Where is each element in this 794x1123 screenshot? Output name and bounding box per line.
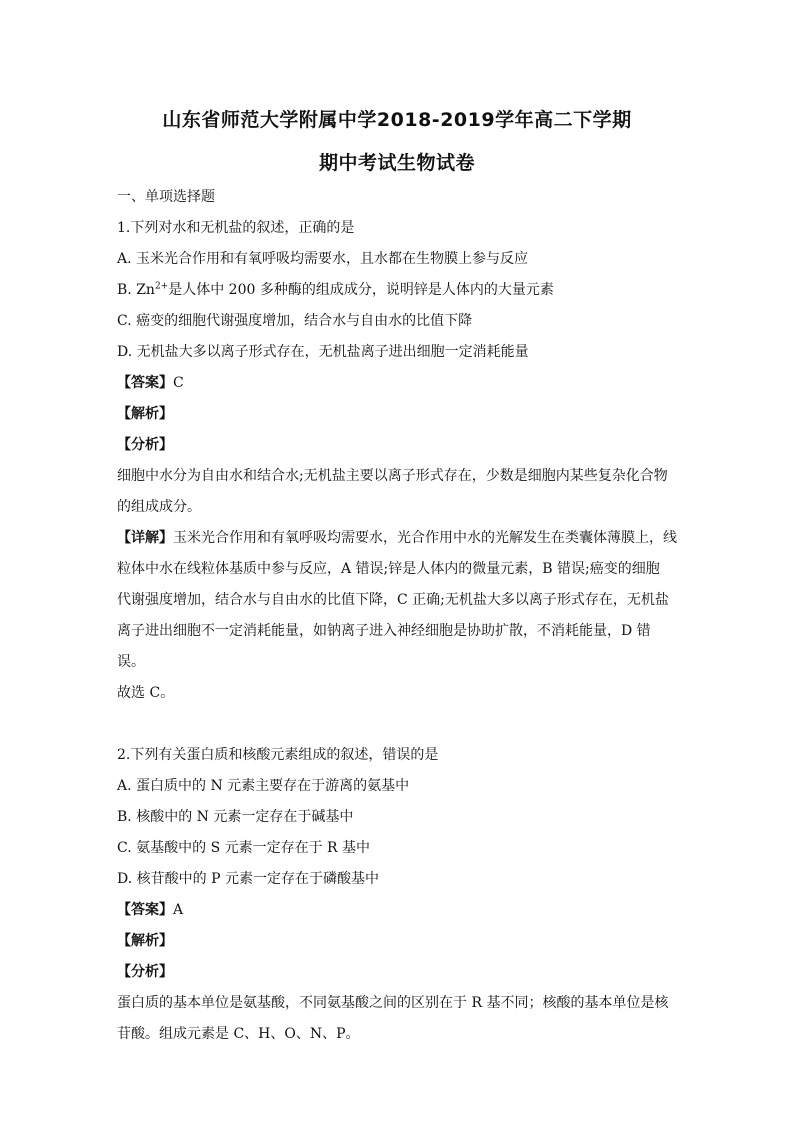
- question-2-fenxi-tag: 【分析】: [117, 964, 173, 980]
- question-1-option-b: [117, 275, 677, 306]
- answer-tag: 【答案】: [117, 902, 173, 918]
- question-1-answer: [117, 368, 677, 399]
- question-1-detail-line: 故选 C。: [117, 685, 175, 701]
- question-1-option-a: A. 玉米光合作用和有氧呼吸均需要水，且水都在生物膜上参与反应: [117, 251, 529, 267]
- question-2-analysis-tag: 【解析】: [117, 933, 173, 949]
- question-1-option-d: D. 无机盐大多以离子形式存在，无机盐离子进出细胞一定消耗能量: [117, 344, 529, 360]
- question-2-fenxi-line: 蛋白质的基本单位是氨基酸，不同氨基酸之间的区别在于 R 基不同；核酸的基本单位是核: [117, 995, 669, 1011]
- question-2-option-c: C. 氨基酸中的 S 元素一定存在于 R 基中: [117, 840, 371, 856]
- question-2-answer: [117, 895, 677, 926]
- question-1-detail-line: 代谢强度增加，结合水与自由水的比值下降，C 正确;无机盐大多以离子形式存在，无机盐: [117, 592, 669, 608]
- option-b-text: 是人体中 200 多种酶的组成成分，说明锌是人体内的大量元素: [168, 282, 554, 298]
- question-1-option-c: C. 癌变的细胞代谢强度增加，结合水与自由水的比值下降: [117, 313, 473, 329]
- detail-text: 玉米光合作用和有氧呼吸均需要水，光合作用中水的光解发生在类囊体薄膜上，线: [173, 530, 677, 546]
- question-1-analysis-tag: 【解析】: [117, 406, 173, 422]
- question-1-detail-line: 粒体中水在线粒体基质中参与反应，A 错误;锌是人体内的微量元素，B 错误;癌变的细胞: [117, 561, 660, 577]
- answer-value: C: [173, 375, 184, 391]
- detail-tag: 【详解】: [117, 530, 173, 546]
- question-2-option-b: B. 核酸中的 N 元素一定存在于碱基中: [117, 809, 354, 825]
- question-1-fenxi-line: 的组成成分。: [117, 499, 201, 515]
- option-b-prefix: B. Zn: [117, 282, 155, 298]
- question-1-fenxi-tag: 【分析】: [117, 437, 173, 453]
- question-1-detail-line: 离子进出细胞不一定消耗能量，如钠离子进入神经细胞是协助扩散，不消耗能量，D 错误。: [117, 623, 651, 670]
- question-2-option-d: D. 核苷酸中的 P 元素一定存在于磷酸基中: [117, 871, 379, 887]
- question-2-option-a: A. 蛋白质中的 N 元素主要存在于游离的氨基中: [117, 778, 410, 794]
- section-heading: 一、单项选择题: [117, 189, 215, 205]
- question-1-stem: 1.下列对水和无机盐的叙述，正确的是: [117, 220, 355, 236]
- option-b-superscript: 2+: [154, 281, 169, 292]
- answer-tag: 【答案】: [117, 375, 173, 391]
- question-2-fenxi-line: 苷酸。组成元素是 C、H、O、N、P。: [117, 1026, 360, 1042]
- spacer: [117, 709, 677, 740]
- question-1-detail: [117, 523, 677, 554]
- document-body: [117, 182, 677, 1050]
- question-1-fenxi-line: 细胞中水分为自由水和结合水;无机盐主要以离子形式存在，少数是细胞内某些复杂化合物: [117, 468, 668, 484]
- answer-value: A: [173, 902, 184, 918]
- document-title: 山东省师范大学附属中学2018-2019学年高二下学期: [162, 109, 632, 131]
- question-2-stem: 2.下列有关蛋白质和核酸元素组成的叙述，错误的是: [117, 747, 439, 763]
- document-subtitle: 期中考试生物试卷: [318, 152, 475, 174]
